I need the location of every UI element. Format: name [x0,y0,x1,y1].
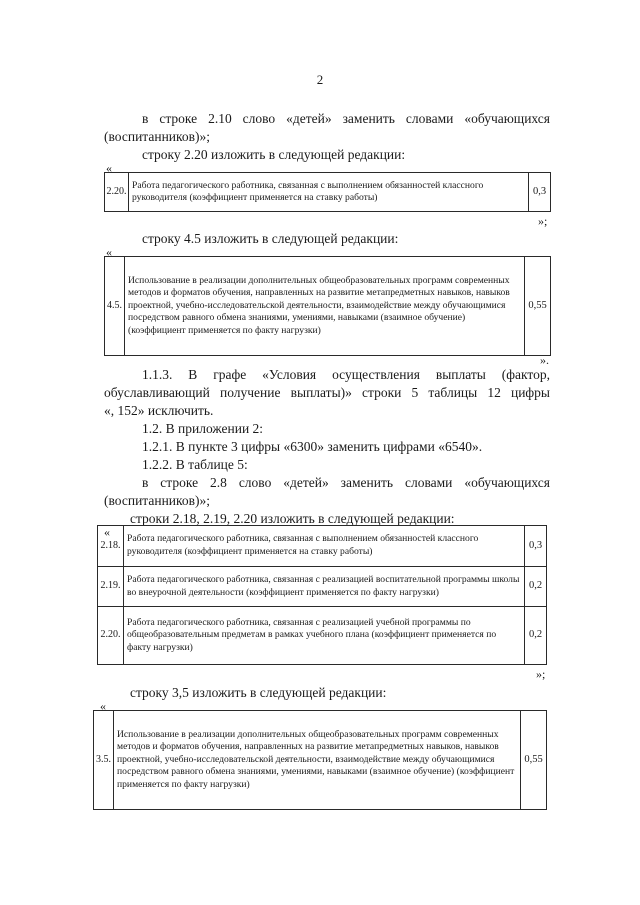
row-text: Работа педагогического работника, связанная с выполнением обязанностей классного руководителя (коэффициент применяется на ставку работы) [124,526,525,567]
para-line: строку 3,5 изложить в следующей редакции: [130,685,387,700]
row-text: Работа педагогического работника, связанная с реализацией воспитательной программы школы во внеурочной деятельности (коэффициент применяется по факту нагрузки) [124,566,525,607]
para-line: «, 152» исключить. [104,403,214,418]
table-row [105,173,551,212]
close-quote: »; [536,667,546,681]
close-quote: ». [540,353,549,367]
para-line: (воспитанников)»; [104,129,211,144]
para-line: 1.2.1. В пункте 3 цифры «6300» заменить цифрами «6540». [142,439,483,454]
amendment-table-4 [93,710,547,810]
row-number: 3.5. [94,711,114,810]
page-number: 2 [316,72,324,87]
table-row [98,526,547,567]
open-quote: « [106,161,112,175]
row-coefficient: 0,55 [525,257,551,356]
table-row [98,566,547,607]
row-coefficient: 0,2 [525,566,547,607]
row-coefficient: 0,3 [525,526,547,567]
row-text: Работа педагогического работника, связанная с реализацией учебной программы по общеобразовательным предметам в рамках учебного плана (коэффициент применяется по факту нагрузки) [124,607,525,665]
para-line: 1.1.3. В графе «Условия осуществления выплаты (фактор, [142,367,550,382]
table-row [105,257,551,356]
open-quote: « [104,525,110,539]
row-text: Использование в реализации дополнительных общеобразовательных программ современных методов и форматов обучения, направленных на развитие метапредметных навыков, навыков проектной, учебно-исследовательской деятельности, взаимодействие между обучающимися посредством равного обмена знаниями, умениями, навыками (взаимное обучение) (коэффициент применяется по факту нагрузки) [114,711,521,810]
para-line: строку 2.20 изложить в следующей редакции: [142,147,406,162]
para-line: строки 2.18, 2.19, 2.20 изложить в следующей редакции: [130,511,455,526]
row-number: 2.20. [98,607,124,665]
amendment-table-3 [97,525,547,665]
open-quote: « [100,699,106,713]
row-number: 2.20. [105,173,129,212]
para-line: строку 4.5 изложить в следующей редакции: [142,231,399,246]
para-line: 1.2. В приложении 2: [142,421,264,436]
para-line: 1.2.2. В таблице 5: [142,457,248,472]
amendment-table-2 [104,256,551,356]
table-row [98,607,547,665]
row-coefficient: 0,3 [529,173,551,212]
para-line: (воспитанников)»; [104,493,211,508]
open-quote: « [106,245,112,259]
para-line: в строке 2.10 слово «детей» заменить словами «обучающихся [142,111,550,126]
amendment-table-1 [104,172,551,212]
row-coefficient: 0,55 [521,711,547,810]
para-line: обуславливающий получение выплаты)» строки 5 таблицы 12 цифры [104,385,550,400]
row-coefficient: 0,2 [525,607,547,665]
row-number: 4.5. [105,257,125,356]
row-number: 2.19. [98,566,124,607]
close-quote: »; [538,214,548,228]
row-text: Работа педагогического работника, связанная с выполнением обязанностей классного руководителя (коэффициент применяется на ставку работы) [129,173,529,212]
row-text: Использование в реализации дополнительных общеобразовательных программ современных методов и форматов обучения, направленных на развитие метапредметных навыков, навыков проектной, учебно-исследовательской деятельности, взаимодействие между обучающимися посредством равного обмена знаниями, умениями, навыками (взаимное обучение) (коэффициент применяется по факту нагрузки) [125,257,525,356]
row-number: 2.18. [98,526,124,567]
para-line: в строке 2.8 слово «детей» заменить словами «обучающихся [142,475,550,490]
table-row [94,711,547,810]
